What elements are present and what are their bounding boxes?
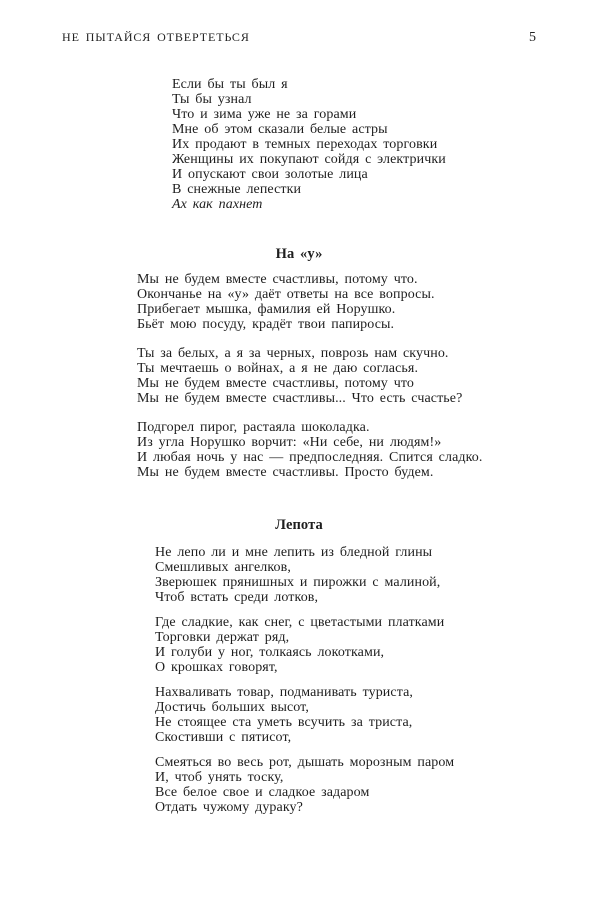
poem-continuation	[62, 77, 536, 212]
poem-line: Где сладкие, как снег, с цветастыми платками	[155, 615, 445, 630]
poem-lepota	[62, 516, 536, 815]
poem-line: Ты бы узнал	[172, 92, 252, 107]
poem-title: На «у»	[275, 246, 323, 262]
poem-title: Лепота	[275, 517, 323, 533]
poem-line: Мы не будем вместе счастливы, потому что.	[137, 272, 418, 287]
poem-na-u	[62, 245, 536, 480]
page-content	[62, 72, 536, 815]
stanza	[155, 755, 536, 815]
poem-line: Нахваливать товар, подманивать туриста,	[155, 685, 414, 700]
poem-line: Мы не будем вместе счастливы. Просто будем.	[137, 465, 434, 480]
poem-line: Что и зима уже не за горами	[172, 107, 357, 122]
poem-line: И опускают свои золотые лица	[172, 167, 368, 182]
poem-body	[137, 272, 536, 480]
poem-line: Их продают в темных переходах торговки	[172, 137, 438, 152]
poem-line: Ах как пахнет	[172, 197, 263, 212]
poem-line: Не лепо ли и мне лепить из бледной глины	[155, 545, 433, 560]
poem-line: И голуби у ног, толкаясь локотками,	[155, 645, 385, 660]
stanza	[155, 545, 536, 605]
poem-line: И любая ночь у нас — предпоследняя. Спится сладко.	[137, 450, 483, 465]
poem-line: В снежные лепестки	[172, 182, 302, 197]
poem-body	[155, 545, 536, 815]
page-number: 5	[529, 30, 536, 45]
poem-line: Мы не будем вместе счастливы, потому что	[137, 376, 414, 391]
stanza	[155, 615, 536, 675]
poem-line: Все белое свое и сладкое задаром	[155, 785, 370, 800]
running-head	[62, 30, 536, 46]
poem-body	[172, 77, 536, 212]
poem-line: Прибегает мышка, фамилия ей Норушко.	[137, 302, 396, 317]
poem-line: Из угла Норушко ворчит: «Ни себе, ни людям!»	[137, 435, 442, 450]
stanza	[137, 346, 536, 406]
poem-line: Зверюшек прянишных и пирожки с малиной,	[155, 575, 441, 590]
poem-line: Отдать чужому дураку?	[155, 800, 303, 815]
stanza	[137, 272, 536, 332]
poem-line: Достичь больших высот,	[155, 700, 309, 715]
poem-line: Подгорел пирог, растаяла шоколадка.	[137, 420, 370, 435]
poem-line: Бьёт мою посуду, крадёт твои папиросы.	[137, 317, 395, 332]
poem-line: Торговки держат ряд,	[155, 630, 290, 645]
poem-line: Если бы ты был я	[172, 77, 288, 92]
poem-line: Ты мечтаешь о войнах, а я не даю согласья.	[137, 361, 419, 376]
poem-line: Не стоящее ста уметь всучить за триста,	[155, 715, 413, 730]
poem-line: Скостивши с пятисот,	[155, 730, 292, 745]
poem-line: Женщины их покупают сойдя с электрички	[172, 152, 446, 167]
poem-line: О крошках говорят,	[155, 660, 278, 675]
poem-line: Ты за белых, а я за черных, поврозь нам скучно.	[137, 346, 449, 361]
poem-line: Мы не будем вместе счастливы... Что есть счастье?	[137, 391, 463, 406]
running-title: НЕ ПЫТАЙСЯ ОТВЕРТЕТЬСЯ	[62, 30, 250, 44]
stanza	[172, 77, 536, 212]
stanza	[137, 420, 536, 480]
poem-line: Мне об этом сказали белые астры	[172, 122, 388, 137]
poem-line: Чтоб встать среди лотков,	[155, 590, 319, 605]
poem-line: Смешливых ангелков,	[155, 560, 291, 575]
stanza	[155, 685, 536, 745]
poem-line: Окончанье на «у» даёт ответы на все вопросы.	[137, 287, 435, 302]
poem-line: И, чтоб унять тоску,	[155, 770, 284, 785]
poem-line: Смеяться во весь рот, дышать морозным паром	[155, 755, 455, 770]
